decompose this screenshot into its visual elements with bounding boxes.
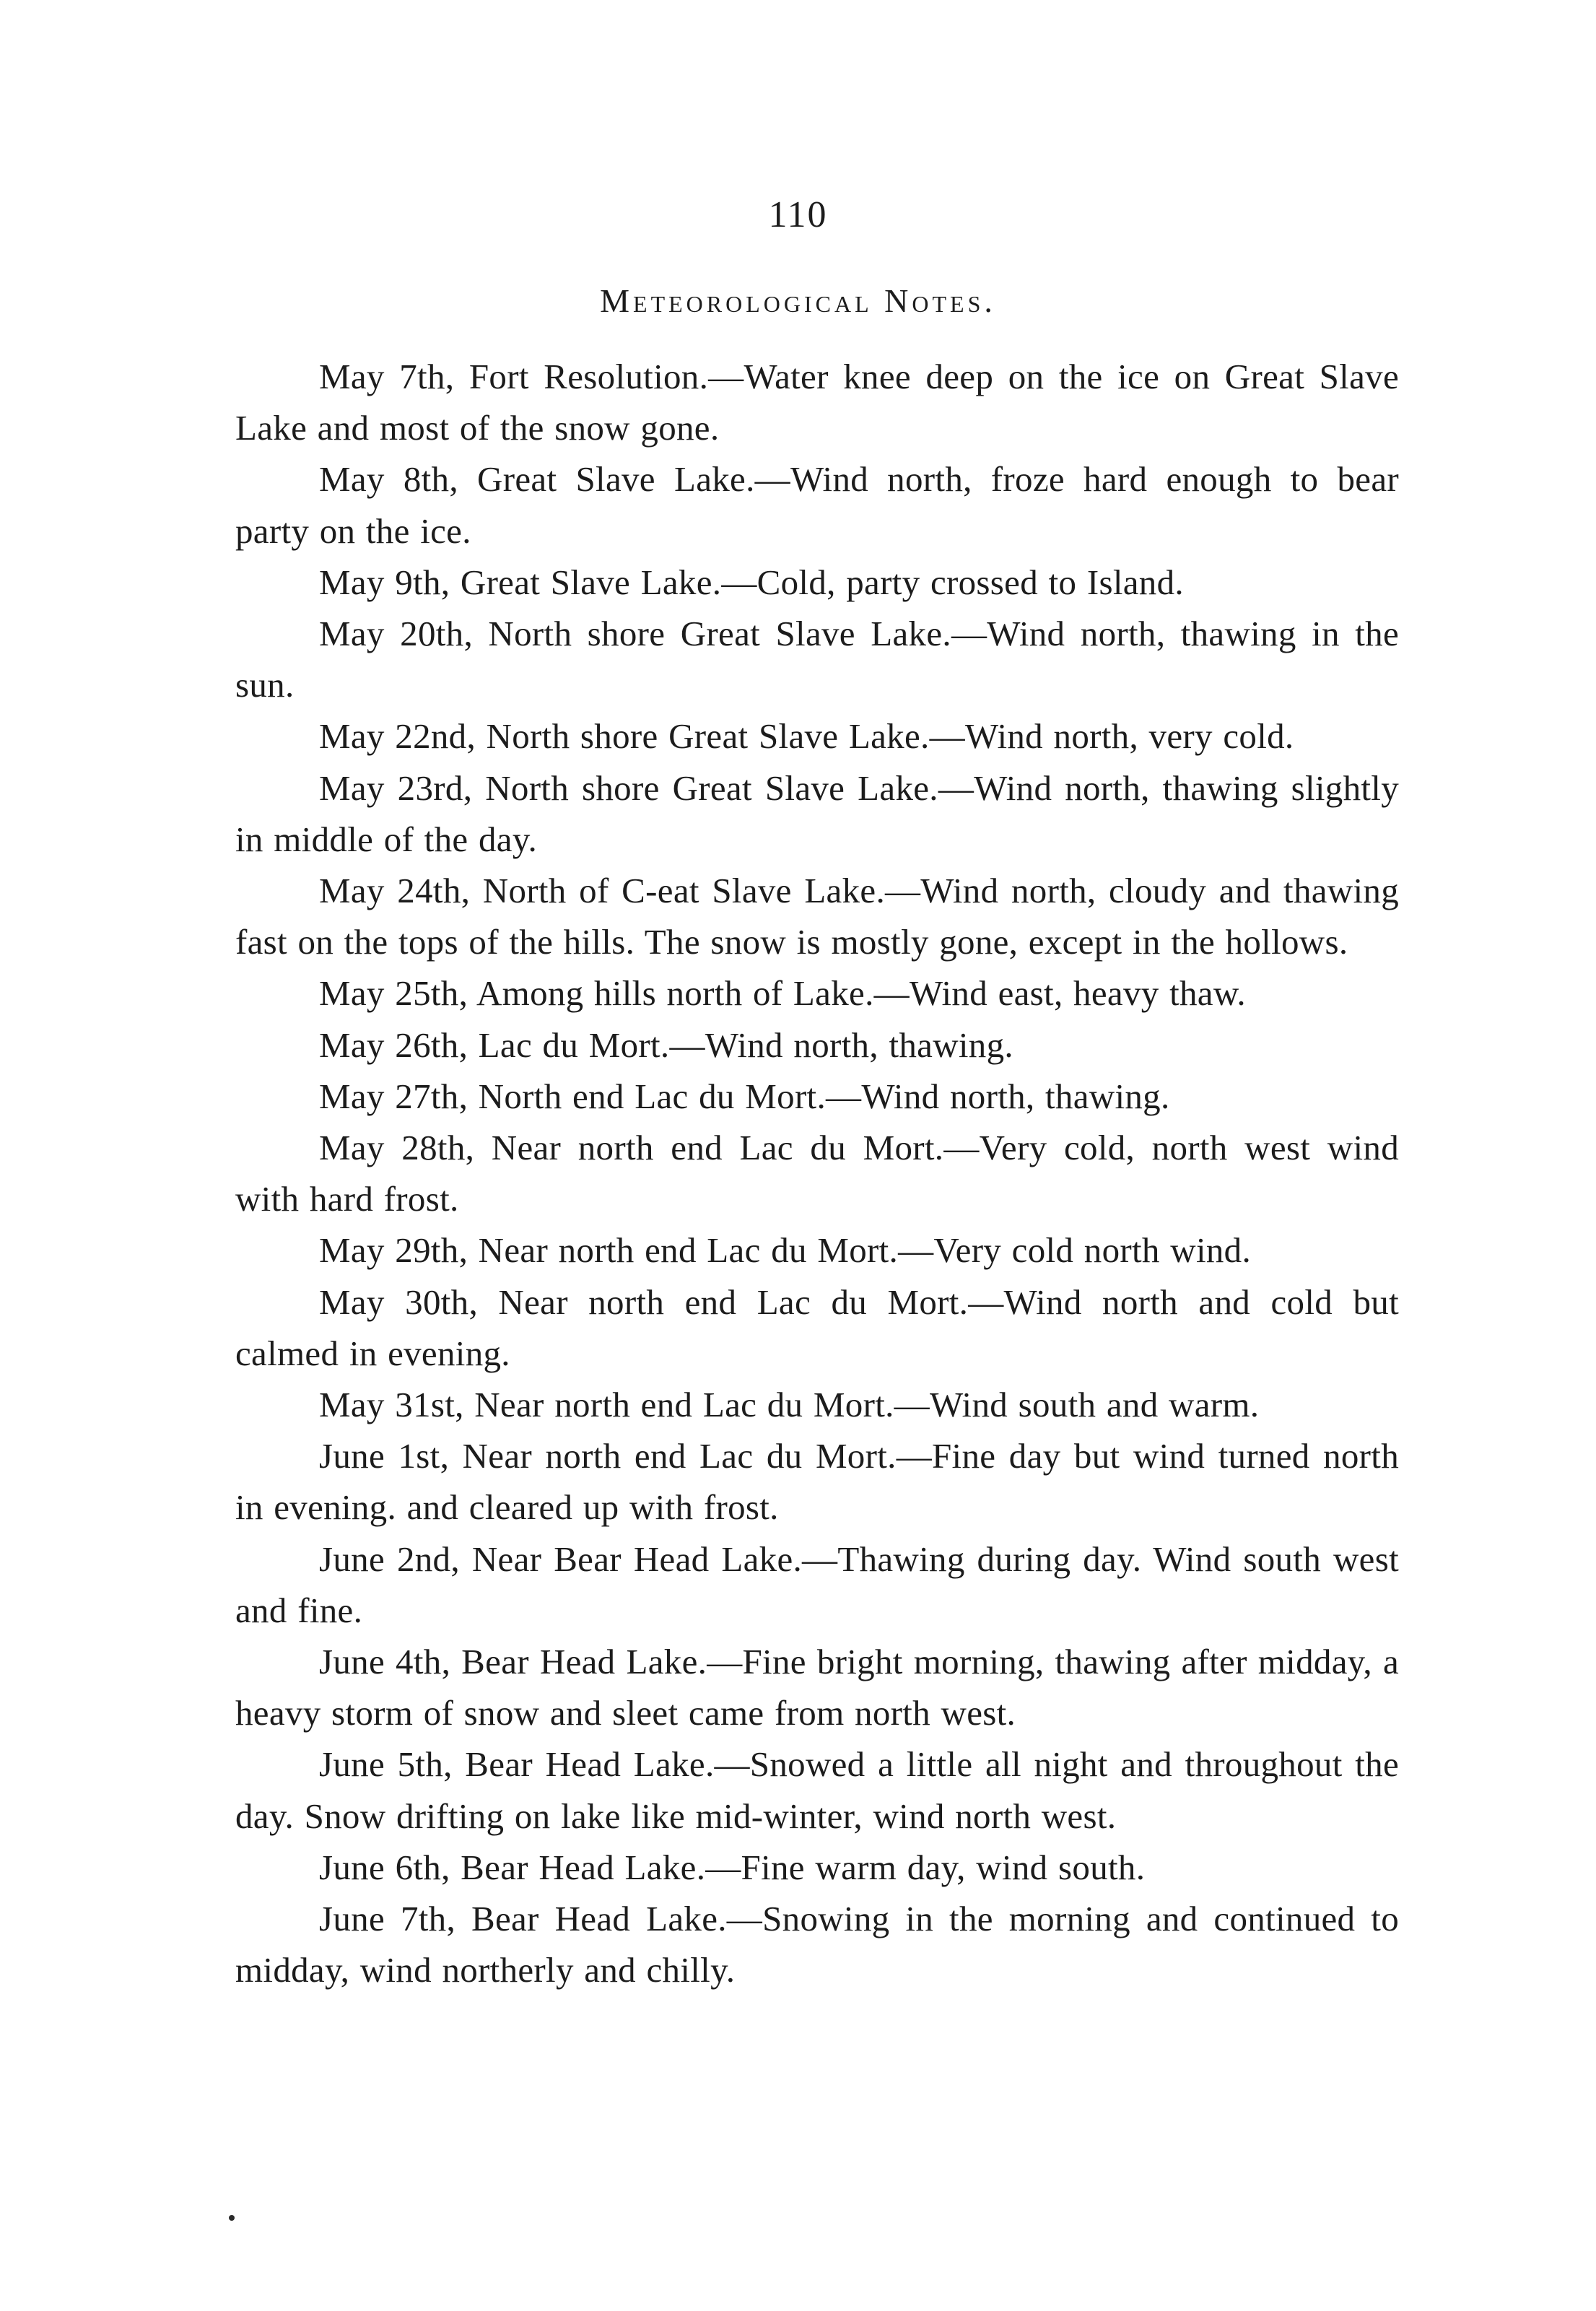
note-entry: May 30th, Near north end Lac du Mort.—Wind north and cold but calmed in evening. [235, 1281, 1399, 1373]
note-entry: May 31st, Near north end Lac du Mort.—Wind south and warm. [319, 1385, 1260, 1425]
note-entry: May 27th, North end Lac du Mort.—Wind north, thawing. [319, 1076, 1170, 1116]
note-entry: May 29th, Near north end Lac du Mort.—Very cold north wind. [319, 1230, 1252, 1271]
note-entry: May 28th, Near north end Lac du Mort.—Very cold, north west wind with hard frost. [235, 1128, 1399, 1219]
note-entry: June 4th, Bear Head Lake.—Fine bright morning, thawing after midday, a heavy storm of snow and sleet came from north west. [235, 1642, 1399, 1733]
note-entry: May 23rd, North shore Great Slave Lake.—Wind north, thawing slightly in middle of the day. [235, 767, 1399, 859]
note-entry: May 26th, Lac du Mort.—Wind north, thawing. [319, 1024, 1013, 1065]
section-heading: Meteorological Notes. [600, 282, 996, 319]
note-entry: June 2nd, Near Bear Head Lake.—Thawing during day. Wind south west and fine. [235, 1539, 1399, 1630]
ink-speck [229, 2215, 235, 2221]
note-entry: May 8th, Great Slave Lake.—Wind north, froze hard enough to bear party on the ice. [235, 459, 1399, 551]
note-entry: June 6th, Bear Head Lake.—Fine warm day, wind south. [319, 1847, 1146, 1887]
note-entry: June 1st, Near north end Lac du Mort.—Fine day but wind turned north in evening. and cleared up with frost. [235, 1436, 1399, 1528]
note-entry: May 24th, North of C-eat Slave Lake.—Wind north, cloudy and thawing fast on the tops of the hills. The snow is mostly gone, except in the hollows. [235, 871, 1399, 962]
note-entry: June 7th, Bear Head Lake.—Snowing in the morning and continued to midday, wind northerly and chilly. [235, 1899, 1399, 1990]
note-entry: May 20th, North shore Great Slave Lake.—Wind north, thawing in the sun. [235, 614, 1399, 705]
page-number: 110 [768, 194, 828, 235]
note-entry: May 9th, Great Slave Lake.—Cold, party crossed to Island. [319, 562, 1184, 602]
note-entry: May 7th, Fort Resolution.—Water knee deep on the ice on Great Slave Lake and most of the snow gone. [235, 357, 1399, 448]
notes-body [235, 351, 1399, 1996]
note-entry: May 25th, Among hills north of Lake.—Wind east, heavy thaw. [319, 973, 1246, 1014]
note-entry: June 5th, Bear Head Lake.—Snowed a little all night and throughout the day. Snow drifting on lake like mid-winter, wind north west. [235, 1744, 1399, 1836]
note-entry: May 22nd, North shore Great Slave Lake.—Wind north, very cold. [319, 716, 1294, 757]
